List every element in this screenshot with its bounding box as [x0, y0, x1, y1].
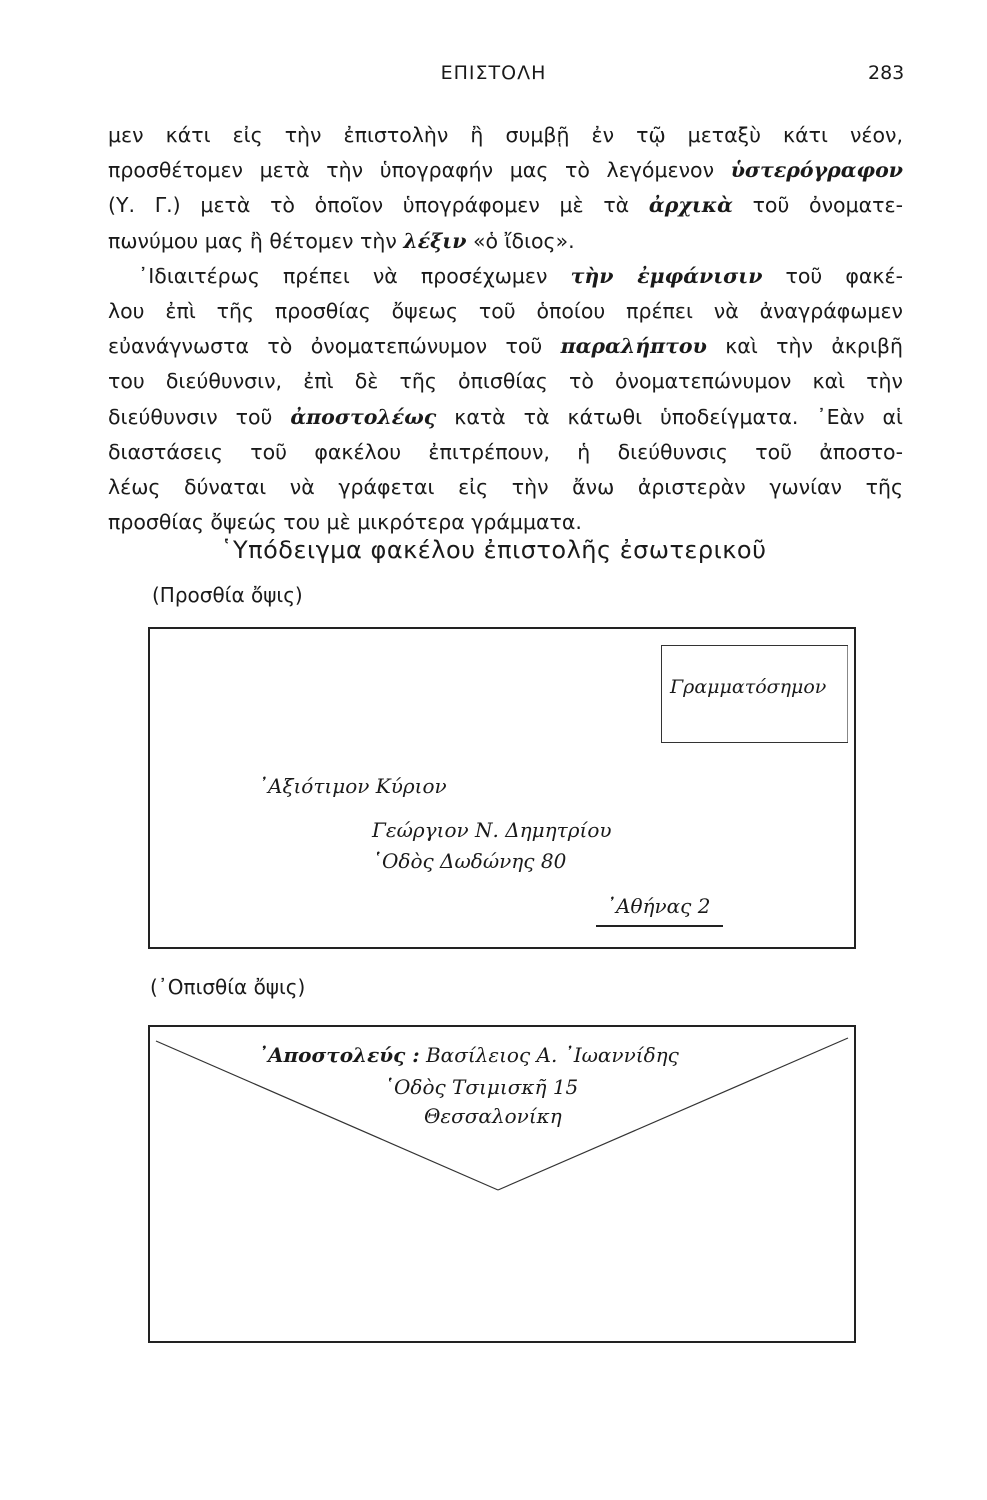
body-line-text: πωνύμου μας ἢ θέτομεν τὴν [108, 228, 397, 253]
body-line-text: εὐανάγνωστα τὸ ὀνοματεπώνυμον τοῦ [108, 334, 543, 359]
sender-line [258, 1043, 679, 1067]
body-line-text: (Υ. Γ.) μετὰ τὸ ὁποῖον ὑπογράφομεν μὲ τὰ [108, 193, 630, 218]
body-line [108, 364, 903, 399]
recipient-city: ᾿Αθήνας 2 [606, 894, 711, 918]
stamp-box [661, 645, 848, 743]
body-line-text: τοῦ ὀνοματε- [752, 193, 903, 218]
stamp-label: Γραμματόσημον [670, 676, 827, 698]
body-line [108, 294, 903, 329]
body-line-text: διαστάσεις τοῦ φακέλου ἐπιτρέπουν, ἡ διεύθυνσις τοῦ ἀποστο- [108, 439, 903, 464]
body-line-text: καὶ τὴν ἀκριβῆ [725, 334, 903, 359]
emphasis-word: λέξιν [403, 228, 467, 253]
body-line-text: διεύθυνσιν τοῦ [108, 404, 273, 429]
body-line [108, 153, 903, 188]
body-line-text: «ὁ ἴδιος». [472, 228, 575, 253]
body-line [108, 400, 903, 435]
emphasis-postscript: ὑστερόγραφον [730, 158, 903, 183]
recipient-name: Γεώργιον Ν. Δημητρίου [372, 818, 612, 842]
body-line-text: προσθέτομεν μετὰ τὴν ὑπογραφήν μας τὸ λεγόμενον [108, 158, 715, 183]
page-number: 283 [868, 62, 905, 84]
body-line [108, 118, 903, 153]
sender-name: Βασίλειος Α. ᾿Ιωαννίδης [425, 1043, 679, 1067]
body-paragraphs [108, 118, 903, 540]
body-line-text: λου ἐπὶ τῆς προσθίας ὄψεως τοῦ ὁποίου πρέπει νὰ ἀναγράφωμεν [108, 299, 903, 324]
envelope-flap-lines [148, 1025, 856, 1343]
body-line [108, 329, 903, 364]
emphasis-initials: ἀρχικὰ [648, 193, 733, 218]
body-line-text: του διεύθυνσιν, ἐπὶ δὲ τῆς ὀπισθίας τὸ ὀνοματεπώνυμον καὶ τὴν [108, 369, 903, 394]
body-line-text: ᾿Ιδιαιτέρως πρέπει νὰ προσέχωμεν [138, 263, 548, 288]
body-line-text: μεν κάτι εἰς τὴν ἐπιστολὴν ἢ συμβῇ ἐν τῷ μεταξὺ κάτι νέον, [108, 123, 903, 147]
body-line-text: λέως δύναται νὰ γράφεται εἰς τὴν ἄνω ἀριστερὰν γωνίαν τῆς [108, 475, 903, 500]
front-side-label: (Προσθία ὄψις) [152, 583, 303, 607]
body-line-text: κατὰ τὰ κάτωθι ὑποδείγματα. ᾿Εὰν αἱ [454, 404, 903, 429]
city-underline [596, 925, 723, 927]
sender-street: ῾Οδὸς Τσιμισκῆ 15 [384, 1075, 579, 1099]
emphasis-recipient: παραλήπτου [560, 334, 707, 359]
emphasis-sender: ἀποστολέως [290, 404, 437, 429]
body-line-text: προσθίας ὄψεώς του μὲ μικρότερα γράμματα. [108, 510, 582, 535]
body-line-text: τοῦ φακέ- [785, 263, 903, 288]
body-line [108, 470, 903, 505]
recipient-salutation: ᾿Αξιότιμον Κύριον [258, 774, 447, 798]
running-header: ΕΠΙΣΤΟΛΗ [440, 62, 547, 84]
emphasis-appearance: τὴν ἐμφάνισιν [570, 263, 763, 288]
back-side-label: (᾿Οπισθία ὄψις) [150, 975, 306, 999]
body-line [108, 435, 903, 470]
recipient-street: ῾Οδὸς Δωδώνης 80 [372, 849, 567, 873]
section-title: ῾Υπόδειγμα φακέλου ἐπιστολῆς ἐσωτερικοῦ [220, 536, 767, 564]
sender-label: ᾿Αποστολεύς : [258, 1043, 420, 1067]
body-line [108, 188, 903, 223]
body-line [108, 259, 903, 294]
sender-city: Θεσσαλονίκη [424, 1104, 562, 1128]
body-line [108, 224, 903, 259]
